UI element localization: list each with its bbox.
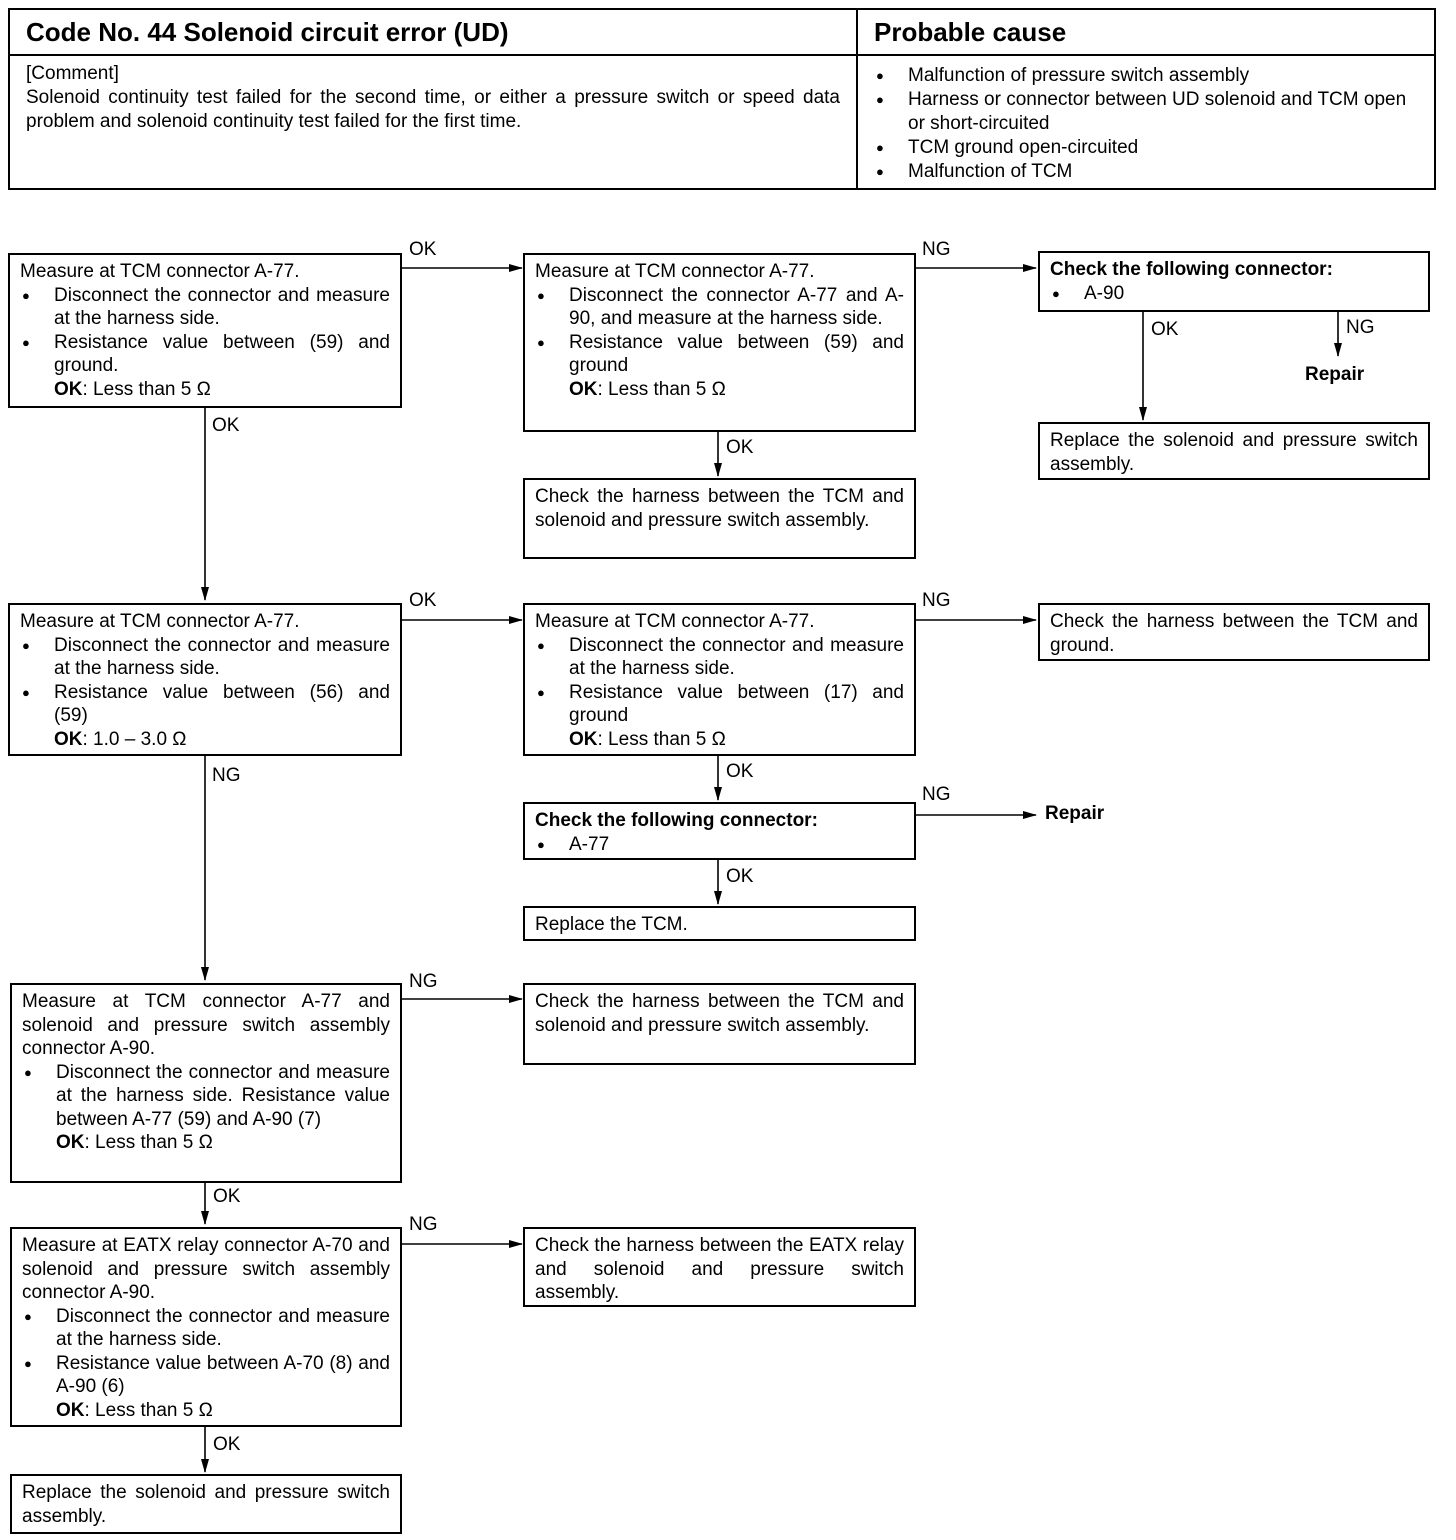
ok-value: : Less than 5 Ω (597, 728, 726, 750)
step-item: ● A-77 (535, 833, 904, 857)
step-list (1050, 282, 1418, 306)
step-box-tcm-a77-a90 (523, 253, 916, 432)
step-list (535, 634, 904, 728)
step-heading: Measure at TCM connector A-77. (20, 261, 300, 282)
branch-label-ng: NG (922, 239, 951, 260)
ok-criterion (535, 378, 904, 402)
step-box-tcm-a77-a90-resistance (10, 983, 402, 1183)
step-text: Replace the TCM. (535, 914, 688, 935)
step-item: ● Resistance value between A-70 (8) and A-90 (6) (22, 1352, 390, 1399)
step-list (535, 284, 904, 378)
cause-item: ● TCM ground open-circuited (874, 136, 1418, 160)
step-list (22, 1305, 390, 1399)
branch-label-ng: NG (1346, 317, 1375, 338)
comment-text: Solenoid continuity test failed for the second time, or either a pressure switch or speed data problem and solenoid continuity test failed for the first time. (26, 87, 840, 132)
branch-label-ok: OK (409, 590, 437, 611)
step-box-replace-tcm (523, 906, 916, 941)
step-list (20, 634, 390, 728)
step-box-tcm-a77-ground (8, 253, 402, 408)
branch-label-ng: NG (409, 1214, 438, 1235)
ok-criterion (535, 728, 904, 752)
step-box-replace-solenoid-final (10, 1474, 402, 1534)
step-list (20, 284, 390, 378)
ok-value: : 1.0 – 3.0 Ω (82, 728, 187, 750)
step-box-replace-solenoid (1038, 422, 1430, 480)
ok-value: : Less than 5 Ω (84, 1399, 213, 1421)
step-item: ● Resistance value between (59) and ground. (20, 331, 390, 378)
step-item: ● Disconnect the connector and measure at the harness side. (22, 1305, 390, 1352)
branch-label-ok: OK (1151, 319, 1179, 340)
step-heading: Check the following connector: (535, 810, 818, 831)
branch-label-ng: NG (922, 784, 951, 805)
step-box-tcm-a77-56-59 (8, 603, 402, 756)
step-box-tcm-a77-17-ground (523, 603, 916, 756)
ok-label: OK (569, 728, 598, 750)
probable-cause-title: Probable cause (858, 10, 1434, 56)
branch-label-ok: OK (726, 761, 754, 782)
ok-criterion (20, 728, 390, 752)
step-box-check-connector-a77 (523, 802, 916, 860)
step-item: ● Disconnect the connector and measure at the harness side. (20, 284, 390, 331)
repair-label: Repair (1045, 803, 1105, 824)
step-item: ● A-90 (1050, 282, 1418, 306)
step-box-check-connector-a90 (1038, 251, 1430, 312)
step-item: ● Resistance value between (59) and ground (535, 331, 904, 378)
step-item: ● Disconnect the connector and measure at the harness side. (535, 634, 904, 681)
ok-criterion (22, 1131, 390, 1155)
ok-criterion (20, 378, 390, 402)
step-text: Check the harness between the TCM and solenoid and pressure switch assembly. (535, 991, 904, 1036)
step-item: ● Resistance value between (17) and ground (535, 681, 904, 728)
ok-criterion (22, 1399, 390, 1423)
repair-label: Repair (1305, 364, 1365, 385)
step-heading: Check the following connector: (1050, 259, 1333, 280)
branch-label-ok: OK (212, 415, 240, 436)
step-text: Check the harness between the EATX relay and solenoid and pressure switch assembly. (535, 1235, 904, 1303)
step-item: ● Resistance value between (56) and (59) (20, 681, 390, 728)
ok-value: : Less than 5 Ω (82, 378, 211, 400)
step-list (535, 833, 904, 857)
ok-value: : Less than 5 Ω (84, 1132, 213, 1153)
step-text: Check the harness between the TCM and solenoid and pressure switch assembly. (535, 486, 904, 531)
branch-label-ok: OK (726, 437, 754, 458)
step-box-check-harness-tcm-solenoid-2 (523, 983, 916, 1065)
branch-label-ng: NG (212, 765, 241, 786)
ok-label: OK (56, 1399, 85, 1421)
step-heading: Measure at TCM connector A-77. (535, 261, 815, 282)
cause-item: ● Malfunction of TCM (874, 160, 1418, 184)
branch-label-ng: NG (922, 590, 951, 611)
step-list (22, 1061, 390, 1132)
step-heading: Measure at TCM connector A-77 and solenoid and pressure switch assembly connector A-90. (22, 991, 390, 1059)
ok-label: OK (54, 728, 83, 750)
step-text: Replace the solenoid and pressure switch assembly. (1050, 430, 1418, 475)
step-box-check-harness-tcm-solenoid (523, 478, 916, 559)
cause-item: ● Harness or connector between UD solenoid and TCM open or short-circuited (874, 88, 1418, 136)
cause-item: ● Malfunction of pressure switch assembly (874, 64, 1418, 88)
comment-label: [Comment] (26, 63, 119, 84)
code-title: Code No. 44 Solenoid circuit error (UD) (10, 10, 856, 56)
ok-label: OK (56, 1132, 85, 1153)
step-heading: Measure at EATX relay connector A-70 and solenoid and pressure switch assembly connector A-90. (22, 1235, 390, 1303)
ok-label: OK (569, 378, 598, 400)
ok-label: OK (54, 378, 83, 400)
ok-value: : Less than 5 Ω (597, 378, 726, 400)
branch-label-ok: OK (213, 1186, 241, 1207)
branch-label-ok: OK (409, 239, 437, 260)
branch-label-ng: NG (409, 971, 438, 992)
step-box-check-harness-eatx (523, 1227, 916, 1307)
step-item: ● Disconnect the connector A-77 and A-90, and measure at the harness side. (535, 284, 904, 331)
step-box-eatx-a70-a90 (10, 1227, 402, 1427)
step-item: ● Disconnect the connector and measure at the harness side. (20, 634, 390, 681)
step-box-check-harness-tcm-ground (1038, 603, 1430, 661)
step-text: Replace the solenoid and pressure switch assembly. (22, 1482, 390, 1527)
step-heading: Measure at TCM connector A-77. (20, 611, 300, 632)
step-heading: Measure at TCM connector A-77. (535, 611, 815, 632)
step-text: Check the harness between the TCM and ground. (1050, 611, 1418, 656)
branch-label-ok: OK (726, 866, 754, 887)
step-item: ● Disconnect the connector and measure at the harness side. Resistance value between A-77 (59) and A-90 (7) (22, 1061, 390, 1132)
branch-label-ok: OK (213, 1434, 241, 1455)
